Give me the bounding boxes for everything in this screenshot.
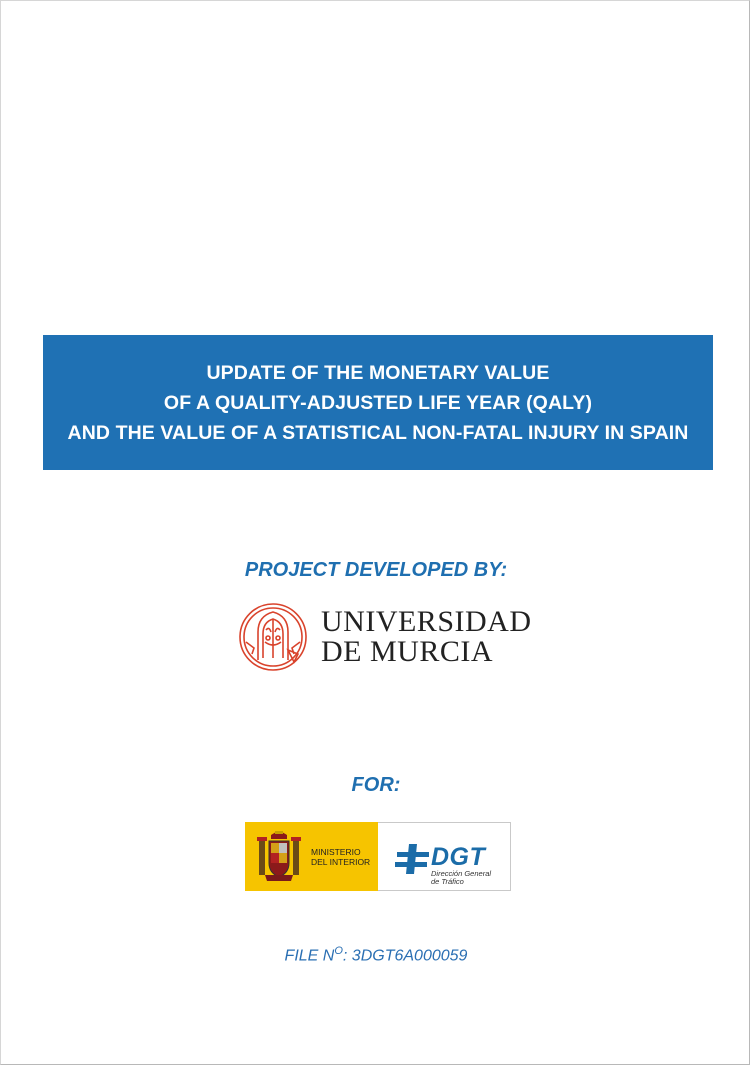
dgt-road-sign-icon: [395, 844, 431, 874]
dgt-wordmark: DGT: [431, 843, 486, 871]
dgt-subtitle: [431, 870, 491, 886]
title-band: [43, 335, 713, 470]
dgt-subtitle-line-1: Dirección General: [431, 869, 492, 878]
file-number-prefix: FILE N: [284, 947, 335, 965]
university-name-line-1: UNIVERSIDAD: [321, 605, 532, 638]
title-line-2: OF A QUALITY-ADJUSTED LIFE YEAR (QALY): [163, 391, 593, 414]
title-line-3: AND THE VALUE OF A STATISTICAL NON-FATAL INJURY IN SPAIN: [67, 421, 689, 444]
ministerio-dgt-logo: [245, 822, 511, 891]
ministerio-panel: [245, 822, 378, 891]
ministry-name: [311, 847, 370, 867]
title-line-1: UPDATE OF THE MONETARY VALUE: [206, 361, 550, 384]
file-number-ordinal: O: [334, 945, 343, 957]
file-number-separator: :: [342, 947, 352, 965]
for-label: FOR:: [351, 774, 401, 796]
university-seal-icon: [238, 602, 308, 672]
developed-by-label: PROJECT DEVELOPED BY:: [244, 559, 508, 581]
university-name: [321, 607, 532, 667]
university-name-line-2: DE MURCIA: [321, 635, 494, 668]
dgt-subtitle-line-2: de Tráfico: [431, 877, 464, 886]
ministry-name-line-2: DEL INTERIOR: [311, 857, 371, 867]
ministry-name-line-1: MINISTERIO: [311, 847, 361, 857]
file-number: [1, 945, 750, 965]
coat-of-arms-icon: [255, 829, 303, 885]
universidad-murcia-logo: [238, 602, 532, 674]
file-number-value: 3DGT6A000059: [351, 947, 468, 965]
